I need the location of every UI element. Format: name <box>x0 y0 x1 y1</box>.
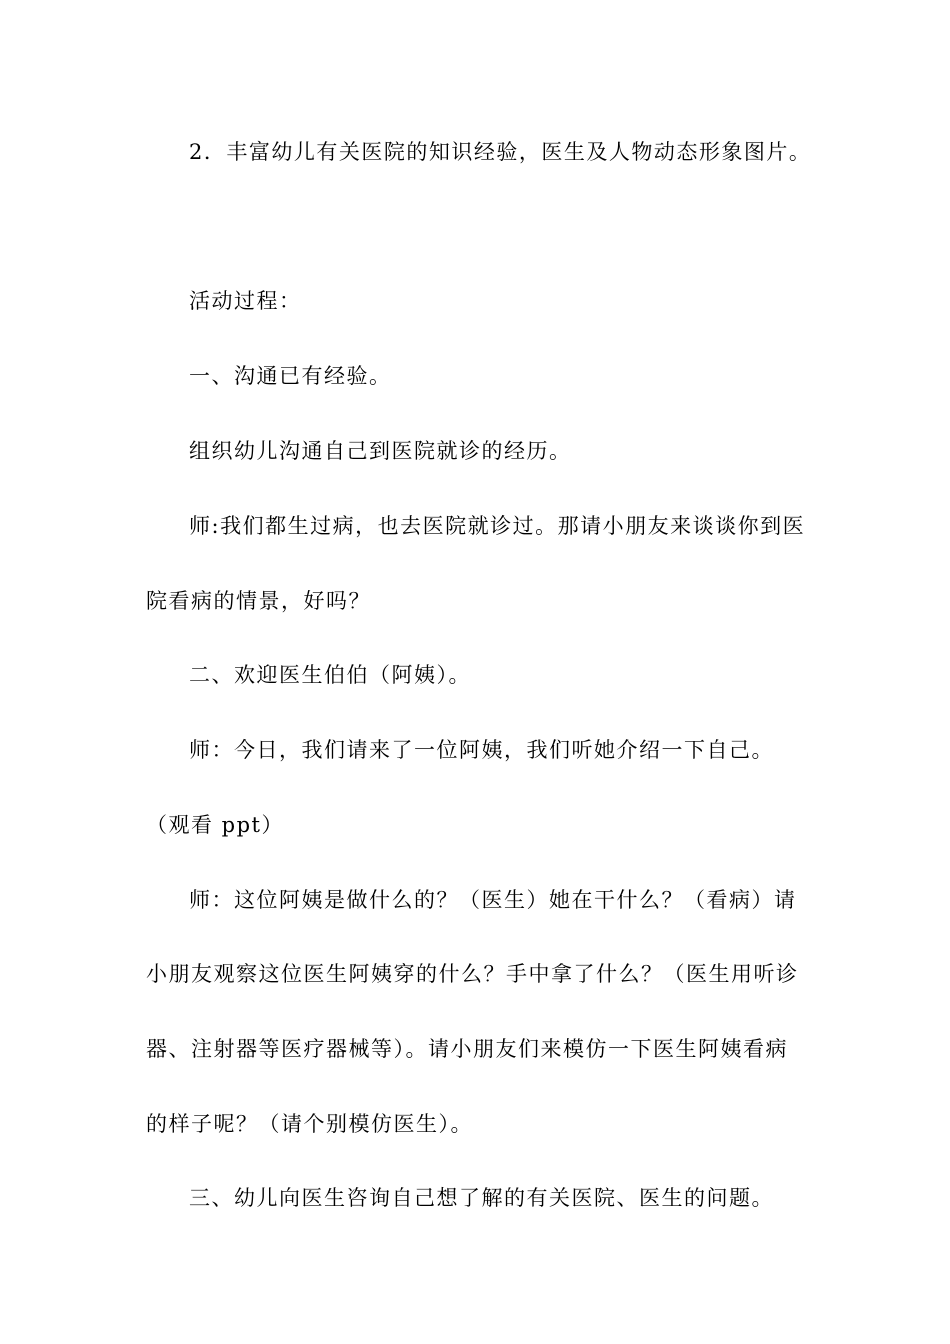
paragraph-teacher-2: 师：今日，我们请来了一位阿姨，我们听她介绍一下自己。 <box>189 738 774 762</box>
heading-step-3: 三、幼儿向医生咨询自己想了解的有关医院、医生的问题。 <box>189 1186 774 1210</box>
heading-step-2: 二、欢迎医生伯伯（阿姨）。 <box>189 663 471 687</box>
heading-activity-process: 活动过程： <box>189 289 302 313</box>
paragraph-teacher-3-line-2: 小朋友观察这位医生阿姨穿的什么？手中拿了什么？（医生用听诊 <box>146 962 799 986</box>
paragraph-teacher-3-line-3: 器、注射器等医疗器械等）。请小朋友们来模仿一下医生阿姨看病 <box>146 1037 788 1061</box>
paragraph-materials-2: 2．丰富幼儿有关医院的知识经验，医生及人物动态形象图片。 <box>189 140 812 164</box>
paragraph-watch-ppt: （观看 ppt） <box>146 813 284 837</box>
paragraph-teacher-1-line-2: 院看病的情景，好吗？ <box>146 589 371 613</box>
paragraph-step-1: 组织幼儿沟通自己到医院就诊的经历。 <box>189 439 572 463</box>
paragraph-teacher-3-line-4: 的样子呢？（请个别模仿医生）。 <box>146 1112 473 1136</box>
heading-step-1: 一、沟通已有经验。 <box>189 364 392 388</box>
paragraph-teacher-3-line-1: 师：这位阿姨是做什么的？（医生）她在干什么？（看病）请 <box>189 888 797 912</box>
paragraph-teacher-1-line-1: 师:我们都生过病，也去医院就诊过。那请小朋友来谈谈你到医 <box>189 514 806 538</box>
